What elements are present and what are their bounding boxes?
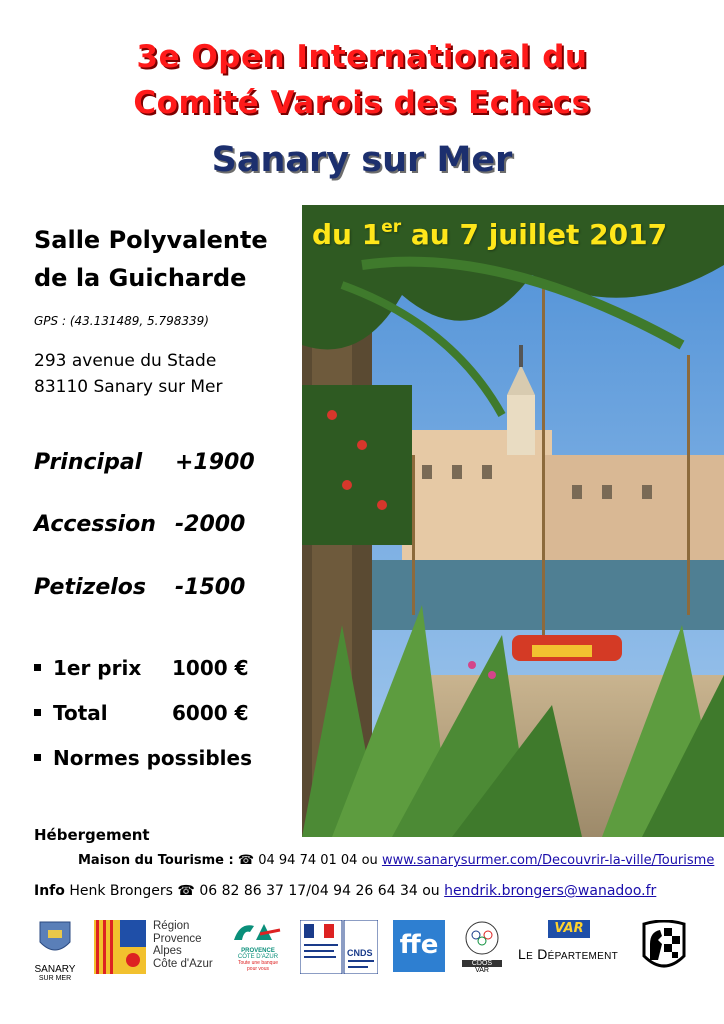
contact-phones: 06 82 86 37 17/04 94 26 64 34 ou [199, 883, 440, 899]
maison-phone: 04 94 74 01 04 ou [258, 853, 378, 868]
harbour-photo [302, 205, 724, 837]
category-name: Principal [34, 450, 143, 475]
info-label: Info [34, 883, 65, 899]
contact-name: Henk Brongers [69, 883, 173, 899]
category-rating: -2000 [175, 512, 246, 537]
prize-item: Total [34, 701, 108, 725]
event-dates: du 1er au 7 juillet 2017 [312, 217, 668, 251]
ministere-cnds-logo: CNDS [300, 920, 378, 982]
category-rating: +1900 [175, 450, 255, 475]
address-line-2: 83110 Sanary sur Mer [34, 377, 223, 397]
prize-item: Normes possibles [34, 746, 252, 770]
cdos-var-logo: CDOS VAR [462, 920, 502, 982]
phone-icon: ☎ [237, 853, 255, 868]
region-paca-emblem [94, 920, 146, 982]
info-line [34, 883, 656, 899]
credit-agricole-logo: PROVENCE CÔTE D'AZUR Toute une banque pour vous [230, 920, 286, 982]
bullet-icon [34, 664, 41, 671]
city-title: Sanary sur Mer [211, 140, 513, 180]
region-text: Région Provence Alpes Côte d'Azur [153, 920, 213, 970]
prize-value: 1000 € [172, 656, 249, 680]
sanary-logo: SANARY SUR MER [32, 920, 78, 982]
hebergement-heading: Hébergement [34, 826, 150, 844]
ffe-logo: ffe [393, 920, 445, 982]
maison-label: Maison du Tourisme : [78, 853, 234, 868]
contact-email-link[interactable]: hendrik.brongers@wanadoo.fr [444, 883, 657, 899]
bullet-icon [34, 754, 41, 761]
gps-coordinates: GPS : (43.131489, 5.798339) [34, 314, 209, 328]
maison-tourisme-line [78, 853, 714, 868]
category-name: Petizelos [34, 575, 146, 600]
address-line-1: 293 avenue du Stade [34, 351, 217, 371]
prize-item: 1er prix [34, 656, 141, 680]
venue-name-line-2: de la Guicharde [34, 264, 247, 292]
departement-var-logo: VAR Le Département [518, 921, 619, 962]
tourisme-link[interactable]: www.sanarysurmer.com/Decouvrir-la-ville/Tourisme [381, 853, 715, 868]
phone-icon: ☎ [177, 883, 195, 899]
title-line-2: Comité Varois des Echecs [133, 85, 591, 121]
category-name: Accession [34, 512, 156, 537]
prize-value: 6000 € [172, 701, 249, 725]
bullet-icon [34, 709, 41, 716]
category-rating: -1500 [175, 575, 246, 600]
chess-club-logo [638, 920, 690, 982]
venue-name-line-1: Salle Polyvalente [34, 226, 268, 254]
title-line-1: 3e Open International du [136, 39, 588, 75]
